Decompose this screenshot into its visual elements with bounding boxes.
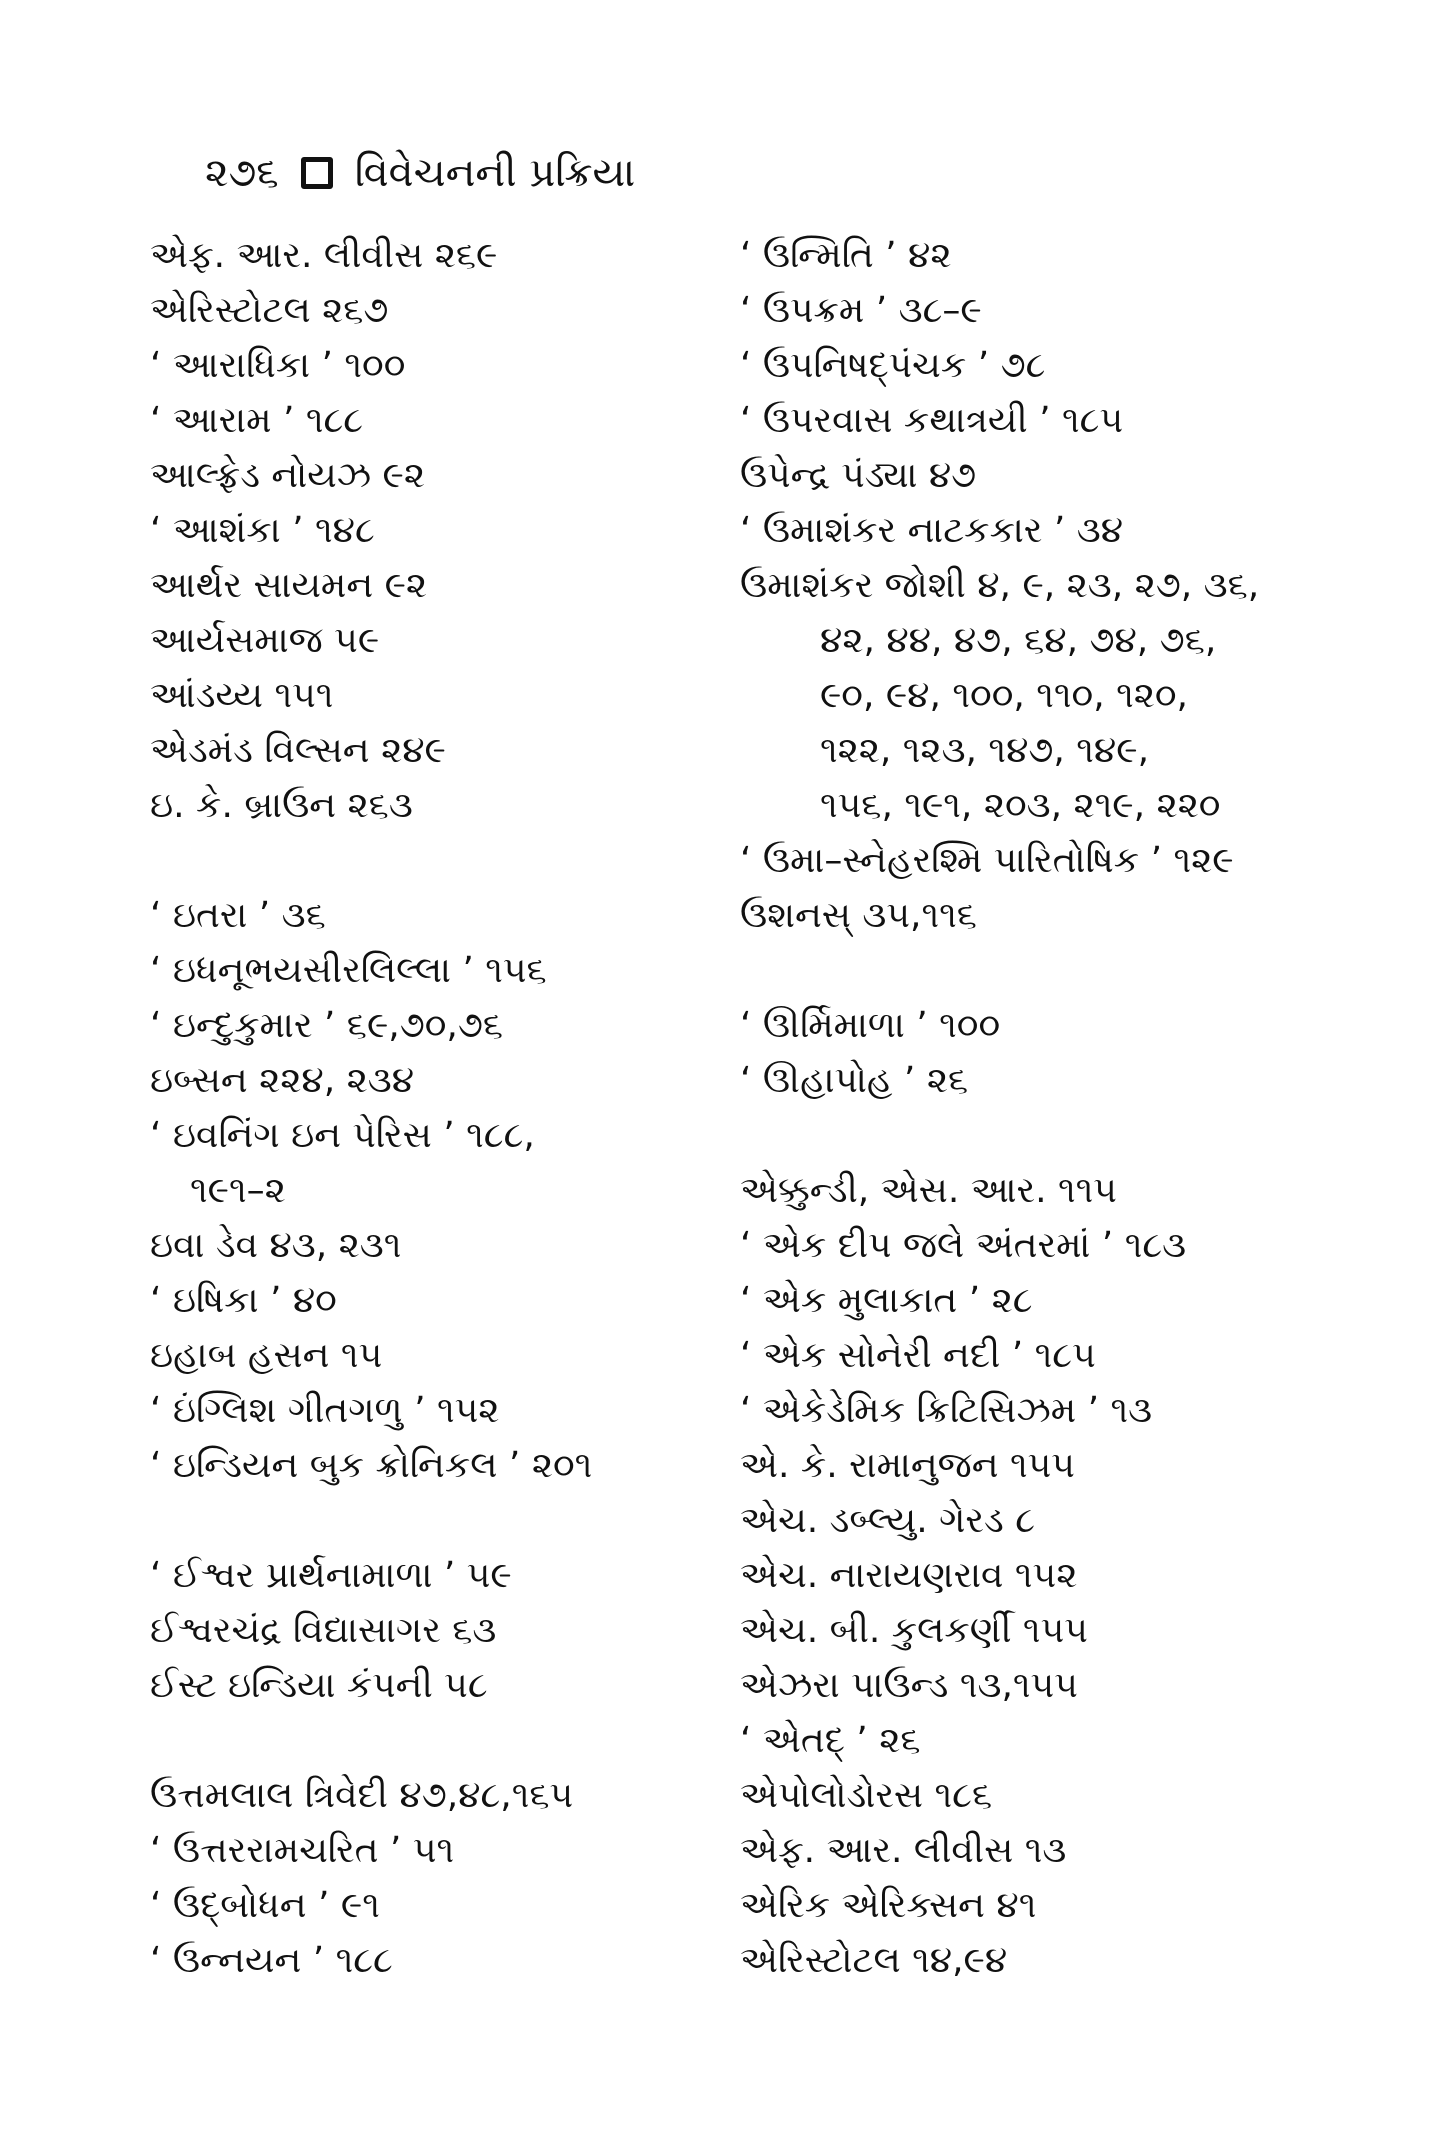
square-box-icon <box>301 157 333 189</box>
index-entry: ‘ ઇવનિંગ ઇન પેરિસ ’ ૧૮૮, <box>150 1115 535 1156</box>
index-entry: ‘ ઉપરવાસ કથાત્રયી ’ ૧૮૫ <box>740 400 1124 441</box>
index-entry: ઈસ્ટ ઇન્ડિયા કંપની ૫૮ <box>150 1665 488 1706</box>
index-entry: ‘ આશંકા ’ ૧૪૮ <box>150 510 375 551</box>
index-entry: ‘ ઊર્મિમાળા ’ ૧૦૦ <box>740 1005 1001 1046</box>
section-gap <box>740 1108 1360 1163</box>
book-title: વિવેચનની પ્રક્રિયા <box>354 150 636 196</box>
index-entry: એચ. ડબ્લ્યુ. ગેરડ ૮ <box>740 1500 1035 1541</box>
index-entry: ઉપેન્દ્ર પંડ્યા ૪૭ <box>740 455 977 496</box>
index-entry: ‘ ઉપક્રમ ’ ૩૮–૯ <box>740 290 982 331</box>
index-entry: ‘ આરાધિકા ’ ૧૦૦ <box>150 345 406 386</box>
index-entry: ‘ આરામ ’ ૧૮૮ <box>150 400 364 441</box>
index-entry: ‘ ઇતરા ’ ૩૬ <box>150 895 326 936</box>
index-entry: આર્થર સાયમન ૯૨ <box>150 565 428 606</box>
index-entry: ‘ ઉપનિષદ્પંચક ’ ૭૮ <box>740 345 1046 386</box>
index-entry-continuation: ૧૨૨, ૧૨૩, ૧૪૭, ૧૪૯, <box>820 730 1150 771</box>
index-entry: ‘ એક સોનેરી નદી ’ ૧૮૫ <box>740 1335 1096 1376</box>
index-entry: એચ. બી. કુલકર્ણી ૧૫૫ <box>740 1610 1088 1651</box>
section-gap <box>740 943 1360 998</box>
index-entry: એફ. આર. લીવીસ ૧૩ <box>740 1830 1067 1871</box>
index-entry: એરિસ્ટોટલ ૧૪,૯૪ <box>740 1940 1008 1981</box>
index-entry: આલ્ફ્રેડ નોયઝ ૯૨ <box>150 455 425 496</box>
index-entry: ‘ ઇંગ્લિશ ગીતગળુ ’ ૧૫૨ <box>150 1390 500 1431</box>
index-entry: ‘ ઇન્દુકુમાર ’ ૬૯,૭૦,૭૬ <box>150 1005 504 1046</box>
index-entry: ‘ ઉત્તરરામચરિત ’ ૫૧ <box>150 1830 455 1871</box>
index-entry: ‘ ઉન્મિતિ ’ ૪૨ <box>740 235 952 276</box>
index-column-right <box>740 228 1360 1988</box>
index-entry: ‘ એક મુલાકાત ’ ૨૮ <box>740 1280 1033 1321</box>
index-entry: ‘ ઉમા–સ્નેહરશ્મિ પારિતોષિક ’ ૧૨૯ <box>740 840 1234 881</box>
index-entry-continuation: ૧૯૧–૨ <box>190 1170 286 1211</box>
index-entry: આર્યસમાજ ૫૯ <box>150 620 380 661</box>
index-entry: એરિક એરિક્સન ૪૧ <box>740 1885 1037 1926</box>
index-entry: ઇ. કે. બ્રાઉન ૨૬૩ <box>150 785 413 826</box>
index-entry: ‘ એક દીપ જલે અંતરમાં ’ ૧૮૩ <box>740 1225 1187 1266</box>
index-entry: આંડય્ય ૧૫૧ <box>150 675 334 716</box>
index-entry-continuation: ૪૨, ૪૪, ૪૭, ૬૪, ૭૪, ૭૬, <box>820 620 1217 661</box>
section-gap <box>150 1713 710 1768</box>
index-column-left <box>150 228 710 1988</box>
index-entry: ઇબ્સન ૨૨૪, ૨૩૪ <box>150 1060 415 1101</box>
index-entry: ઇવા ડેવ ૪૩, ૨૩૧ <box>150 1225 402 1266</box>
index-entry: ઉત્તમલાલ ત્રિવેદી ૪૭,૪૮,૧૬૫ <box>150 1775 574 1816</box>
index-entry: એડમંડ વિલ્સન ૨૪૯ <box>150 730 446 771</box>
index-entry: ‘ એકેડેમિક ક્રિટિસિઝમ ’ ૧૩ <box>740 1390 1153 1431</box>
index-entry: એચ. નારાયણરાવ ૧૫૨ <box>740 1555 1078 1596</box>
index-entry: ‘ ઇધનૂભયસીરલિલ્લા ’ ૧૫૬ <box>150 950 547 991</box>
index-entry: ‘ ઉન્નયન ’ ૧૮૮ <box>150 1940 393 1981</box>
index-entry: એફ. આર. લીવીસ ૨૬૯ <box>150 235 498 276</box>
index-entry: ઉમાશંકર જોશી ૪, ૯, ૨૩, ૨૭, ૩૬, <box>740 565 1260 606</box>
index-entry: એઝરા પાઉન્ડ ૧૩,૧૫૫ <box>740 1665 1078 1706</box>
index-entry: ‘ ઈશ્વર પ્રાર્થનામાળા ’ ૫૯ <box>150 1555 512 1596</box>
index-entry: ‘ ઉદ્બોધન ’ ૯૧ <box>150 1885 380 1926</box>
index-entry: ‘ ઇષિકા ’ ૪૦ <box>150 1280 337 1321</box>
section-gap <box>150 1493 710 1548</box>
index-entry: એ. કે. રામાનુજન ૧૫૫ <box>740 1445 1075 1486</box>
index-entry: ઇહાબ હસન ૧૫ <box>150 1335 383 1376</box>
index-entry-continuation: ૯૦, ૯૪, ૧૦૦, ૧૧૦, ૧૨૦, <box>820 675 1188 716</box>
section-gap <box>150 833 710 888</box>
page-header <box>205 150 635 196</box>
page-number: ૨૭૬ <box>205 150 279 196</box>
index-entry: ઉશનસ્ ૩૫,૧૧૬ <box>740 895 977 936</box>
index-entry: એરિસ્ટોટલ ૨૬૭ <box>150 290 389 331</box>
index-entry: ‘ ઇન્ડિયન બુક ક્રોનિકલ ’ ૨૦૧ <box>150 1445 593 1486</box>
index-entry: ‘ ઉમાશંકર નાટકકાર ’ ૩૪ <box>740 510 1124 551</box>
index-entry: એપોલોડોરસ ૧૮૬ <box>740 1775 993 1816</box>
index-entry: ‘ ઊહાપોહ ’ ૨૬ <box>740 1060 969 1101</box>
index-entry: એક્કુન્ડી, એસ. આર. ૧૧૫ <box>740 1170 1117 1211</box>
index-entry-continuation: ૧૫૬, ૧૯૧, ૨૦૩, ૨૧૯, ૨૨૦ <box>820 785 1221 826</box>
index-entry: ‘ એતદ્ ’ ૨૬ <box>740 1720 921 1761</box>
index-entry: ઈશ્વરચંદ્ર વિદ્યાસાગર ૬૩ <box>150 1610 497 1651</box>
